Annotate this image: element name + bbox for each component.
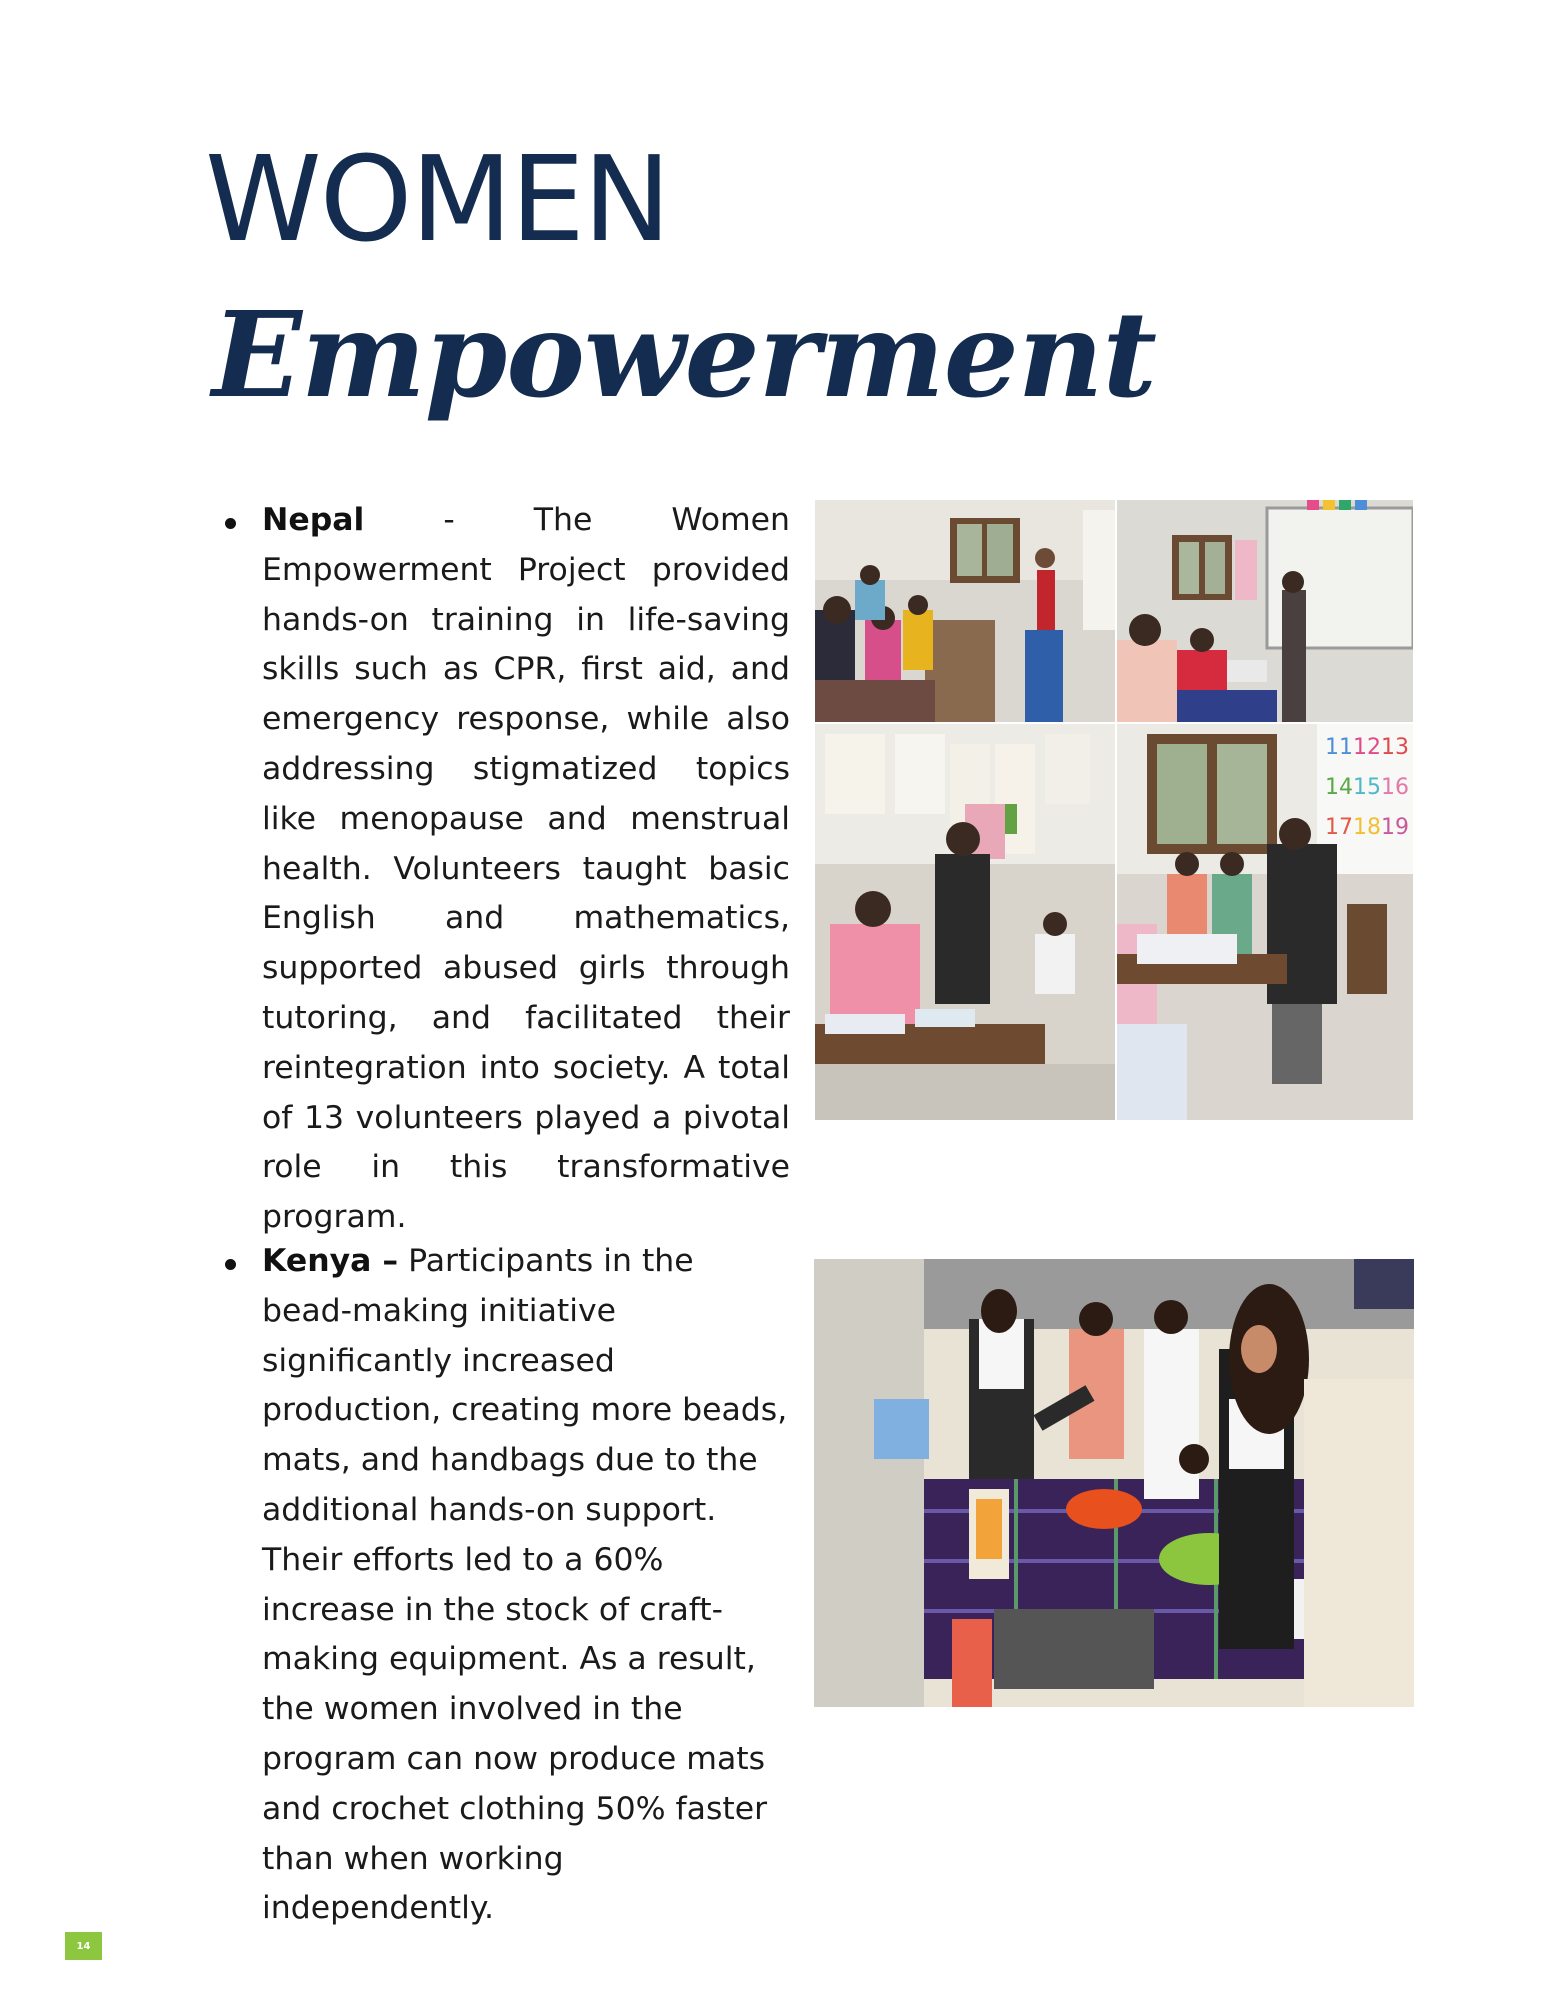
kenya-separator xyxy=(398,1243,408,1279)
nepal-separator: - xyxy=(364,502,534,538)
kenya-paragraph xyxy=(262,1237,790,1934)
bullet-icon xyxy=(225,518,236,529)
nepal-paragraph xyxy=(262,496,790,1243)
nepal-photo-collage xyxy=(815,500,1413,1122)
kenya-heading: Kenya – xyxy=(262,1243,399,1279)
bullet-icon xyxy=(225,1259,236,1270)
chart-number-13: 13 xyxy=(1381,735,1409,760)
nepal-heading: Nepal xyxy=(262,502,365,538)
nepal-text: The Women Empowerment Project provided hands-on training in life-saving skills such as CPR, first aid, and emergency response, while also addressing stigmatized topics like menopause and menstrual health. Volunteers taught basic English and mathematics, supported abused girls through tutoring, and facilitated their reintegration into society. A total of 13 volunteers played a pivotal role in this transformative program. xyxy=(262,502,790,1236)
nepal-classroom-photo-1 xyxy=(815,500,1115,722)
kenya-beadmaking-photo xyxy=(814,1259,1414,1707)
page-number-badge: 14 xyxy=(65,1932,102,1960)
page-title: WOMEN xyxy=(205,130,670,268)
nepal-classroom-photo-3 xyxy=(815,724,1115,1120)
kenya-section xyxy=(225,1237,790,1934)
chart-number-19: 19 xyxy=(1381,815,1409,840)
chart-number-16: 16 xyxy=(1381,775,1409,800)
nepal-classroom-photo-2 xyxy=(1117,500,1413,722)
nepal-section xyxy=(225,496,790,1243)
chart-number-18: 18 xyxy=(1353,815,1381,840)
nepal-classroom-photo-4 xyxy=(1117,724,1413,1120)
chart-number-14: 14 xyxy=(1325,775,1353,800)
chart-number-15: 15 xyxy=(1353,775,1381,800)
chart-number-11: 11 xyxy=(1325,735,1353,760)
kenya-text: Participants in the bead-making initiative significantly increased production, creating more beads, mats, and handbags due to the additional hands-on support. Their efforts led to a 60% increase in the stock of craft-making equipment. As a result, the women involved in the program can now produce mats and crochet clothing 50% faster than when working independently. xyxy=(262,1243,788,1927)
chart-number-17: 17 xyxy=(1325,815,1353,840)
page-subtitle: Empowerment xyxy=(212,285,1157,424)
chart-number-12: 12 xyxy=(1353,735,1381,760)
